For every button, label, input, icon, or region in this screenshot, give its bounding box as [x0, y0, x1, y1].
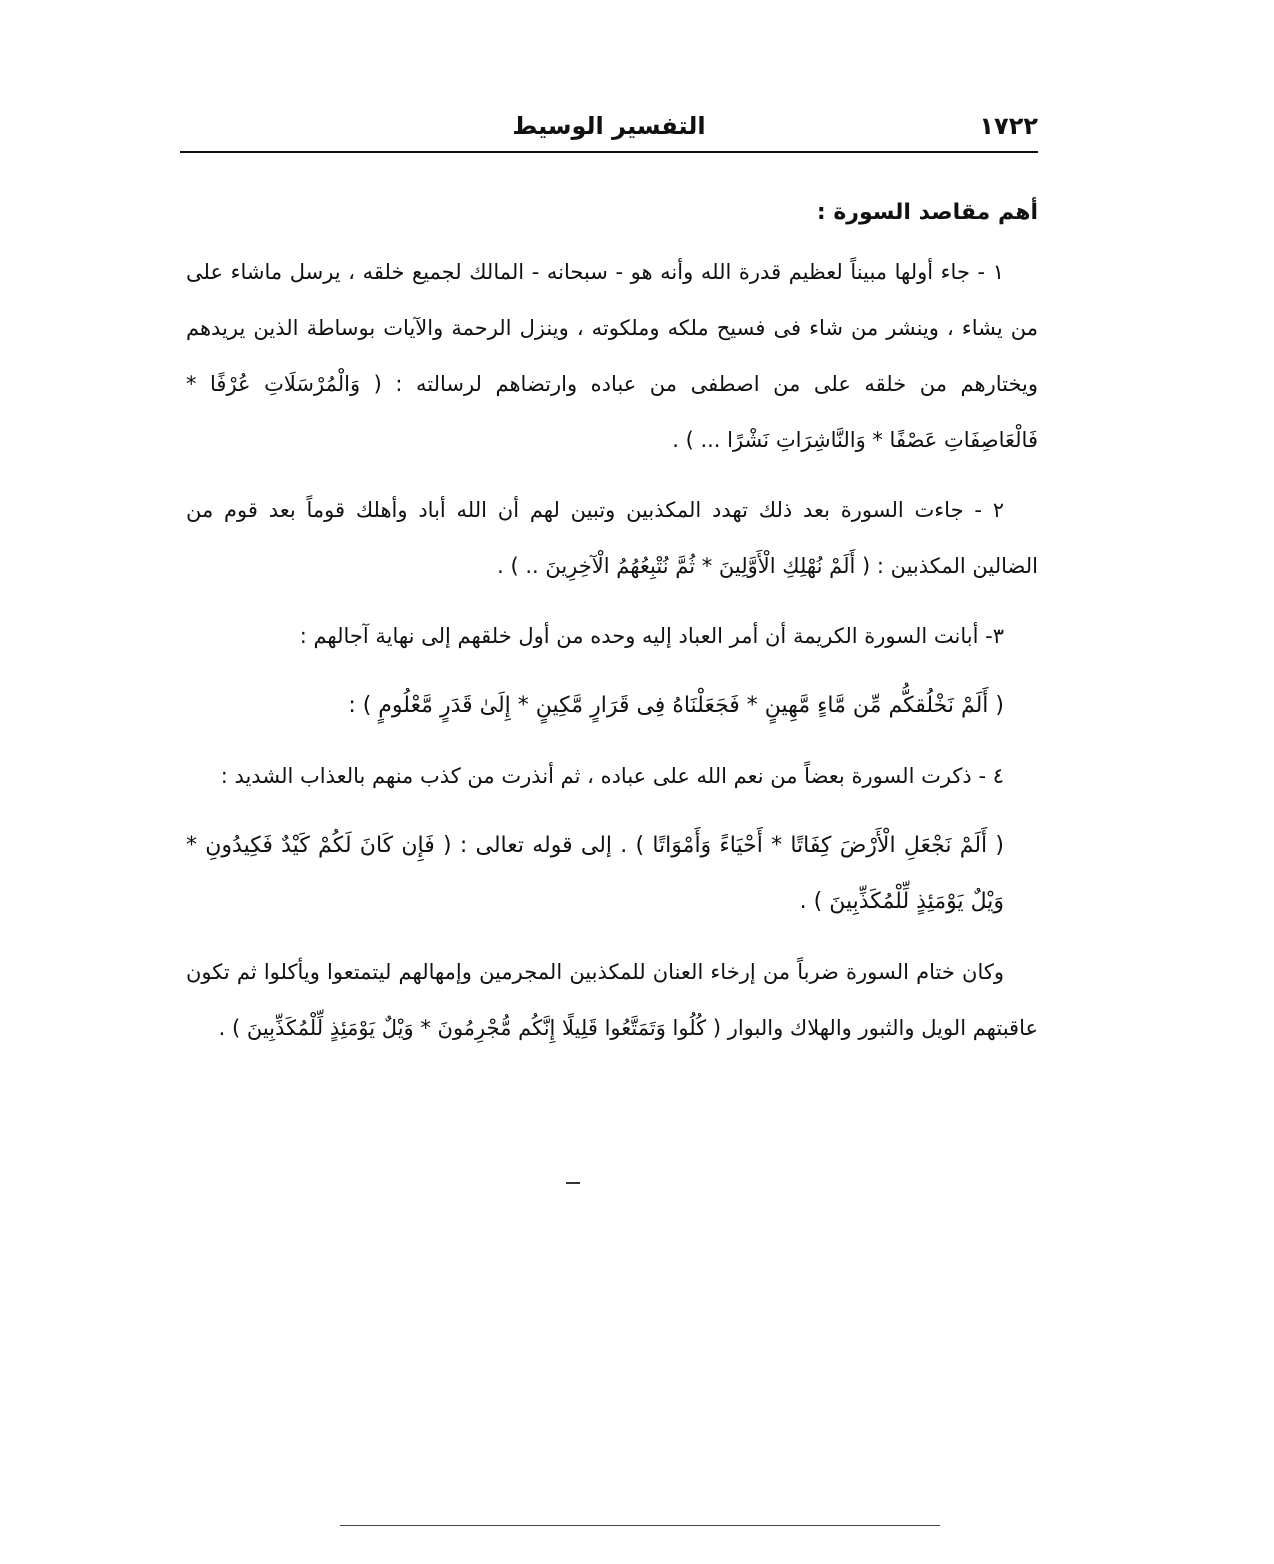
paragraph-1: ١ - جاء أولها مبيناً لعظيم قدرة الله وأنه هو - سبحانه - المالك لجميع خلقه ، يرسل ماشاء على من يشاء ، وينشر من شاء فى فسيح ملكه وملكوته ، وينزل الرحمة والآيات بوساطة الذين يريدهم ويختارهم من خلقه على من اصطفى من عباده وارتضاهم لرسالته : ( وَالْمُرْسَلَاتِ عُرْفًا * فَالْعَاصِفَاتِ عَصْفًا * وَالنَّاشِرَاتِ نَشْرًا ... ) . — [186, 260, 1038, 452]
page-number: ١٧٢٢ — [979, 112, 1038, 140]
footer-rule — [340, 1525, 940, 1526]
paragraph-4: ٤ - ذكرت السورة بعضاً من نعم الله على عباده ، ثم أنذرت من كذب منهم بالعذاب الشديد : — [220, 764, 1004, 788]
paragraph-2: ٢ - جاءت السورة بعد ذلك تهدد المكذبين وتبين لهم أن الله أباد وأهلك قوماً بعد قوم من الضالين المكذبين : ( أَلَمْ نُهْلِكِ الْأَوَّلِينَ * ثُمَّ نُتْبِعُهُمُ الْآخِرِينَ .. ) . — [186, 498, 1038, 578]
stray-mark — [566, 1182, 580, 1184]
running-title: التفسير الوسيط — [512, 112, 706, 140]
verse-block-3: ( أَلَمْ نَخْلُقكُّم مِّن مَّاءٍ مَّهِينٍ * فَجَعَلْنَاهُ فِى قَرَارٍ مَّكِينٍ * إِلَىٰ قَدَرٍ مَّعْلُومٍ ) : — [348, 693, 1004, 718]
paragraph-3: ٣- أبانت السورة الكريمة أن أمر العباد إليه وحده من أول خلقهم إلى نهاية آجالهم : — [299, 624, 1004, 648]
page-header — [180, 112, 1038, 150]
header-rule — [180, 151, 1038, 153]
body-text — [186, 188, 1038, 1056]
paragraph-closing: وكان ختام السورة ضرباً من إرخاء العنان للمكذبين المجرمين وإمهالهم ليتمتعوا ويأكلوا ثم تكون عاقبتهم الويل والثبور والهلاك والبوار ( كُلُوا وَتَمَتَّعُوا قَلِيلًا إِنَّكُم مُّجْرِمُونَ * وَيْلٌ يَوْمَئِذٍ لِّلْمُكَذِّبِينَ ) . — [186, 960, 1038, 1040]
verse-block-4: ( أَلَمْ نَجْعَلِ الْأَرْضَ كِفَاتًا * أَحْيَاءً وَأَمْوَاتًا ) . إلى قوله تعالى : ( فَإِن كَانَ لَكُمْ كَيْدٌ فَكِيدُونِ * وَيْلٌ يَوْمَئِذٍ لِّلْمُكَذِّبِينَ ) . — [186, 833, 1004, 914]
section-heading: أهم مقاصد السورة : — [816, 200, 1038, 225]
